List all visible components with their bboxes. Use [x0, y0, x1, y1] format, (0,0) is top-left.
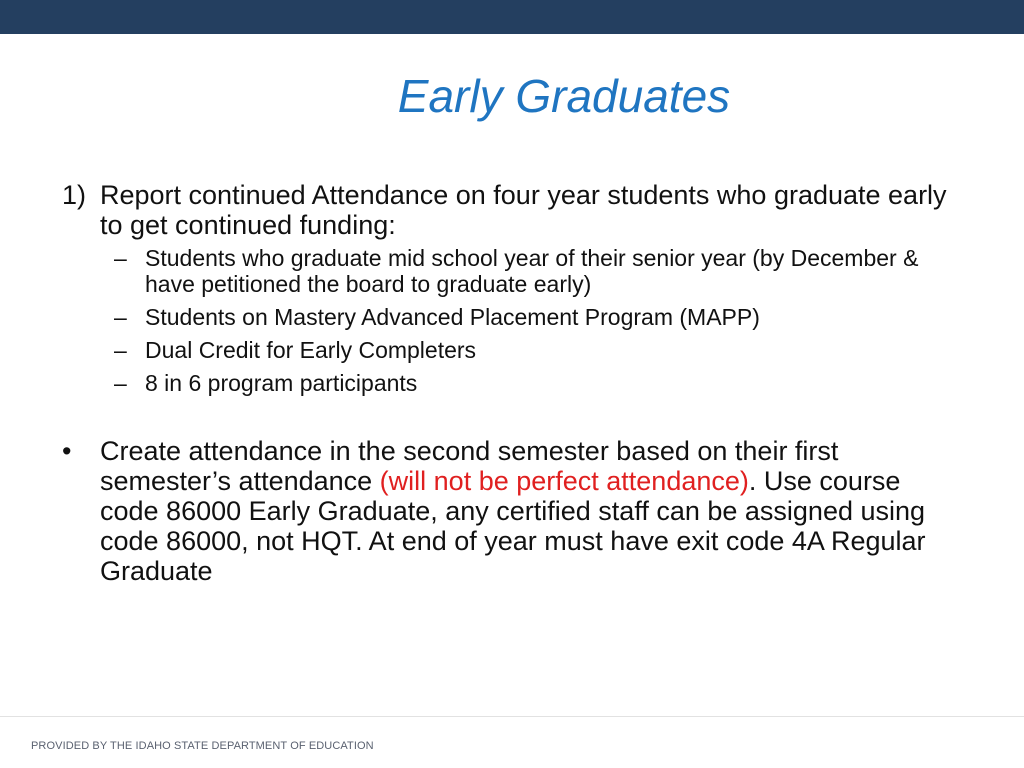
sub-item	[62, 370, 962, 396]
sub-item-text: 8 in 6 program participants	[145, 370, 418, 396]
top-banner-bar	[0, 0, 1024, 34]
bullet-item	[62, 436, 962, 586]
bullet-dot: •	[62, 436, 72, 466]
numbered-item-1	[62, 180, 962, 240]
bullet-text-emphasis: (will not be perfect attendance)	[379, 466, 749, 496]
dash-bullet: –	[114, 245, 127, 271]
slide-body	[62, 180, 962, 586]
item-number: 1)	[62, 180, 87, 210]
sub-item-text: Students who graduate mid school year of their senior year (by December & have petitioned the board to graduate early)	[145, 245, 919, 297]
sub-item	[62, 304, 962, 330]
sub-item-text: Students on Mastery Advanced Placement Program (MAPP)	[145, 304, 760, 330]
footer-credit: PROVIDED BY THE IDAHO STATE DEPARTMENT OF EDUCATION	[31, 740, 374, 752]
bullet-text-before: Create attendance in the second semester based on their first semester’s attendance	[100, 436, 839, 496]
slide-title: Early Graduates	[397, 70, 731, 122]
dash-bullet: –	[114, 304, 127, 330]
dash-bullet: –	[114, 370, 127, 396]
sub-item-list	[62, 245, 962, 396]
bullet-text-after: . Use course code 86000 Early Graduate, any certified staff can be assigned using code 86000, not HQT. At end of year must have exit code 4A Regular Graduate	[100, 466, 926, 586]
sub-item	[62, 245, 962, 297]
sub-item-text: Dual Credit for Early Completers	[145, 337, 477, 363]
sub-item	[62, 337, 962, 363]
footer-divider	[0, 716, 1024, 717]
numbered-item-text: Report continued Attendance on four year students who graduate early to get continued funding:	[100, 180, 947, 240]
dash-bullet: –	[114, 337, 127, 363]
